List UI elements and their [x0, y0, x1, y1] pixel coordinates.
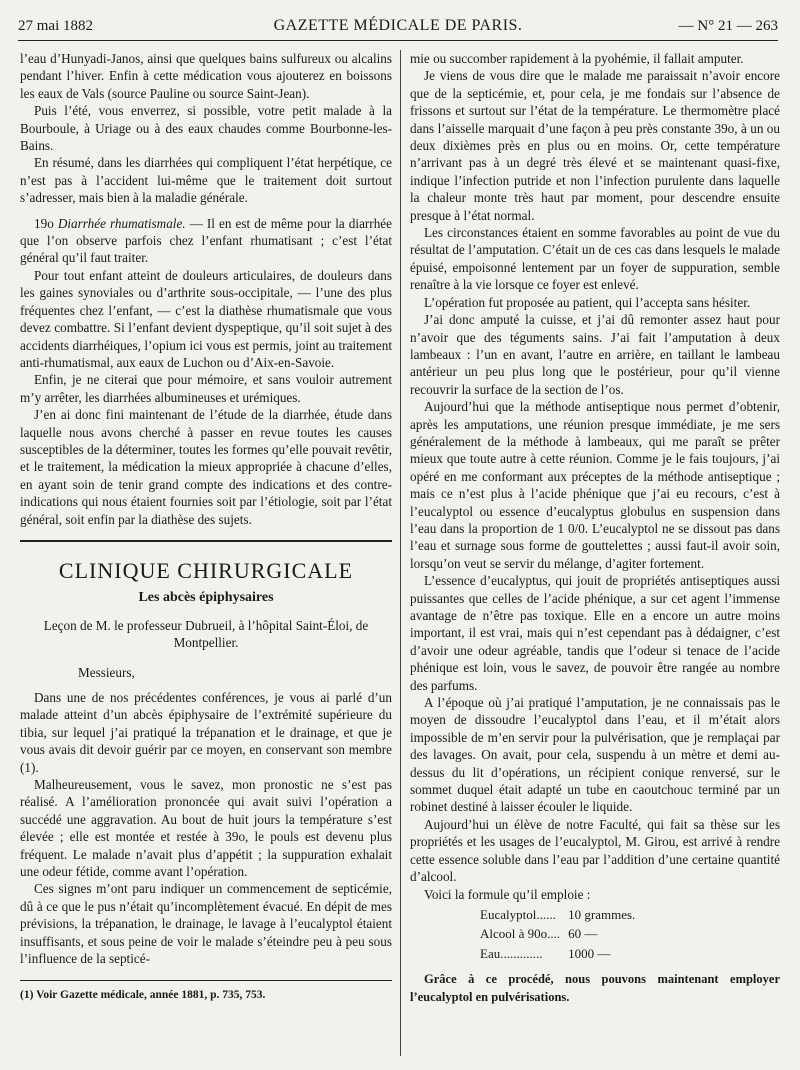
section-number: 19o: [34, 215, 54, 231]
section-heading: Diarrhée rhumatismale.: [57, 215, 186, 231]
journal-title: GAZETTE MÉDICALE DE PARIS.: [273, 17, 523, 34]
paragraph: mie ou succomber rapidement à la pyohémie, il fallait amputer.: [410, 51, 744, 66]
right-column: [410, 50, 780, 1056]
formula-row: [480, 924, 643, 943]
paragraph: J’en ai donc fini maintenant de l’étude de la diarrhée, étude dans laquelle nous avons cherché à passer en revue toutes les causes susceptibles de la déterminer, toutes les formes qu’elle pouvait revêtir, et le traitement, la médication la mieux appropriée à chacune d’elles, en ayant soin de tenir grand compte des indications et des contre-indications qui nous étaient fournies soit par l’étiologie, soit par l’état général, soit enfin par la diathèse des sujets.: [20, 407, 392, 527]
formula-row: [480, 905, 643, 924]
section-separator: [20, 540, 392, 542]
issue-date: 27 mai 1882: [18, 18, 93, 34]
paragraph: Voici la formule qu’il emploie :: [424, 886, 591, 902]
ingredient: Eau.............: [480, 945, 543, 961]
paragraph: Ces signes m’ont paru indiquer un commencement de septicémie, dû à ce que le pus n’était qu’incomplètement évacué. En dépit de mes prévisions, la trépanation, le drainage, le lavage à l’eucalyptol étaient insuffisants, et sous peine de voir le malade s’éteindre peu à peu sous l’influence de la septicé-: [20, 881, 392, 967]
column-divider: [400, 50, 401, 1056]
section-title: CLINIQUE CHIRURGICALE: [58, 557, 354, 583]
paragraph: Aujourd’hui un élève de notre Faculté, qui fait sa thèse sur les propriétés et les usages de l’eucalyptol, M. Girou, est arrivé à rendre cette essence soluble dans l’eau par l’addition d’une certaine quantité d’alcool.: [410, 816, 780, 885]
paragraph: J’ai donc amputé la cuisse, et j’ai dû remonter assez haut pour n’avoir que des téguments sains. J’ai fait l’amputation à deux lambeaux : l’un en avant, l’autre en arrière, en taillant le lambeau antérieur un peu plus long que le postérieur, pour qu’il vienne recouvrir la surface de la section de l’os.: [410, 312, 780, 397]
running-header: [18, 14, 778, 41]
formula-table: [480, 905, 643, 963]
paragraph-text: — Il en est de même pour la diarrhée que l’on observe parfois chez l’enfant rhumatisant ; c’est l’état général qu’il faut traiter.: [20, 215, 393, 266]
quantity: 60 —: [568, 926, 598, 942]
paragraph: L’opération fut proposée au patient, qui l’accepta sans hésiter.: [424, 294, 751, 310]
paragraph: Grâce à ce procédé, nous pouvons maintenant employer l’eucalyptol en pulvérisations.: [410, 972, 780, 1004]
salutation: Messieurs,: [78, 664, 135, 680]
paragraph: L’essence d’eucalyptus, qui jouit de propriétés antiseptiques aussi puissantes que celles de l’acide phénique, a sur cet agent l’immense avantage de n’être pas toxique. Elle en a encore un autre moins important, il est vrai, mais qui n’est cependant pas à dédaigner, c’est d’avoir une odeur agréable, tandis que l’odeur si tenace de l’acide phénique est loin, vous le savez, de pouvoir être rangée au nombre des parfums.: [410, 573, 780, 693]
footnote: (1) Voir Gazette médicale, année 1881, p. 735, 753.: [20, 988, 266, 1001]
paragraph-section-19: [20, 215, 392, 267]
quantity: 1000 —: [568, 945, 611, 961]
paragraph: Aujourd’hui que la méthode antiseptique nous permet d’obtenir, après les amputations, une réunion presque immédiate, je me sers généralement de la méthode à lambeaux, qui me paraît se prêter mieux que toute autre à cette réunion. Comme je le fais toujours, j’ai opéré en me conformant aux préceptes de la méthode antiseptique ; mais ce n’est plus à l’acide phénique que j’ai eu recours, c’est à l’eucalyptol ou essence d’eucalyptus globulus en suspension dans l’eau dans la proportion de 1 0/0. L’eucalyptol ne se dissout pas dans l’eau et surnage sous forme de gouttelettes ; aussi faut-il avoir soin, lorsqu’on veut se servir du mélange, d’agiter fortement.: [410, 399, 780, 571]
paragraph: Malheureusement, vous le savez, mon pronostic ne s’est pas réalisé. A l’amélioration prononcée qui avait suivi l’opération a succédé une aggravation. Au bout de huit jours la température s’est élevée ; elle est montée et restée à 39o, le pouls est devenu plus fréquent. Le malade n’avait plus d’appétit ; la suppuration exhalait une odeur fétide, comme avant l’opération.: [20, 777, 392, 880]
paragraph: Enfin, je ne citerai que pour mémoire, et sans vouloir autrement m’y arrêter, les diarrhées albumineuses et urémiques.: [20, 372, 392, 405]
article-title: Les abcès épiphysaires: [138, 590, 274, 606]
lecture-byline: Leçon de M. le professeur Dubrueil, à l’hôpital Saint-Éloi, de Montpellier.: [43, 617, 369, 651]
paragraph: Je viens de vous dire que le malade me paraissait n’avoir encore que de la septicémie, et, pour cela, je me fondais sur l’absence de frissons et surtout sur l’état de la température. Le thermomètre placé dans l’aisselle marquait d’une façon à peu près constante 39o, à un ou deux dixièmes près en plus ou en moins. Or, cette température n’arrivant pas à un degré très élevé et se maintenant quasi-fixe, indique l’infection putride et non l’infection purulente dans laquelle la chaleur monte très haut par moment, pour descendre ensuite presque à l’état normal.: [410, 68, 780, 223]
paragraph: Puis l’été, vous enverrez, si possible, votre petit malade à la Bourboule, à Uriage ou à des eaux chaudes comme Bourbonne-les-Bains.: [20, 103, 392, 154]
paragraph: En résumé, dans les diarrhées qui compliquent l’état herpétique, ce n’est pas à l’accident lui-même que le traitement doit surtout s’adresser, mais bien à la maladie générale.: [20, 155, 392, 206]
paragraph: l’eau d’Hunyadi-Janos, ainsi que quelques bains sulfureux ou alcalins pendant l’hiver. Enfin à cette médication vous ajouterez en boissons les eaux de Vals (source Pauline ou source Saint-Jean).: [20, 51, 392, 101]
ingredient: Eucalyptol......: [480, 906, 556, 922]
paragraph: Les circonstances étaient en somme favorables au point de vue du résultat de l’amputation. C’était un de ces cas dans lesquels le malade épuisé, empoisonné lentement par un foyer de suppuration, semble renaître à la vie lorsque ce foyer est enlevé.: [410, 225, 780, 293]
quantity: 10 grammes.: [568, 906, 636, 922]
page-number: — N° 21 — 263: [678, 18, 778, 34]
formula-row: [480, 944, 643, 963]
left-column: [20, 50, 392, 1056]
ingredient: Alcool à 90o....: [480, 926, 561, 942]
footnote-rule: [20, 980, 392, 981]
paragraph: Pour tout enfant atteint de douleurs articulaires, de douleurs dans les gaines synoviales ou d’arthrite sous-occipitale, — l’une des plus fréquentes chez l’enfant, — c’est la diathèse rhumatismale que vous devez combattre. Si l’enfant devient dyspeptique, qu’il soit sujet à des accidents diarrhéiques, l’opium ici vous est permis, joint au traitement anti-rhumatismal, aux eaux de Luchon ou d’Aix-en-Savoie.: [20, 267, 392, 370]
paragraph: A l’époque où j’ai pratiqué l’amputation, je ne connaissais pas le moyen de dissoudre l’eucalyptol dans l’eau, et il m’était alors impossible de m’en servir pour la pulvérisation, que je remplaçai par des lavages. On avait, pour cela, suspendu à un mètre et demi au-dessus du lit d’opérations, un récipient conique renversé, sur le sommet duquel était adapté un tube en caoutchouc terminé par un robinet destiné à laisser écouler le liquide.: [410, 695, 780, 815]
paragraph: Dans une de nos précédentes conférences, je vous ai parlé d’un malade atteint d’un abcès épiphysaire de l’extrémité supérieure du tibia, sur lequel j’ai pratiqué la trépanation et le drainage, et que je vous avais dit devoir guérir par ce moyen, en conservant son membre (1).: [20, 690, 392, 775]
